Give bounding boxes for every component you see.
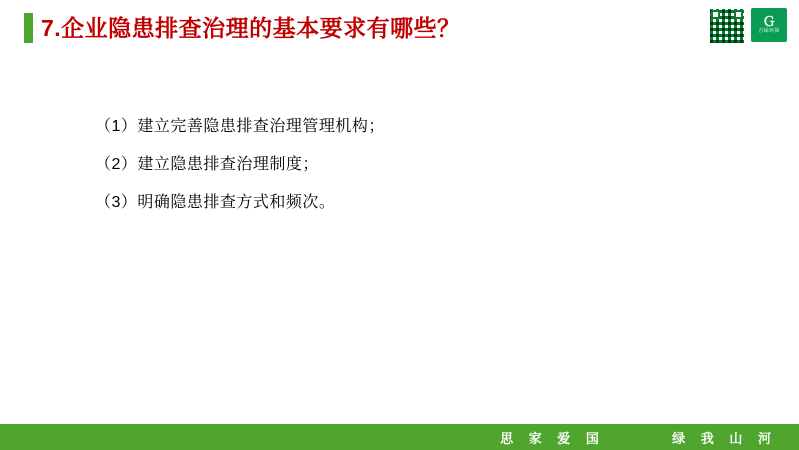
brand-mark-icon: Ｇ — [762, 13, 776, 29]
footer-slogan-left: 思 家 爱 国 — [500, 430, 605, 446]
page-title: 7.企业隐患排查治理的基本要求有哪些？ — [41, 14, 461, 41]
body-line: （2）建立隐患排查治理制度； — [95, 156, 319, 173]
brand-name-label: 吉绿环保 — [758, 27, 780, 34]
slide-body — [95, 108, 715, 222]
slide-title-row — [0, 8, 799, 48]
body-line: （3）明确隐患排查方式和频次。 — [95, 194, 336, 211]
body-line: （1）建立完善隐患排查治理管理机构； — [95, 118, 385, 135]
qr-code-icon[interactable] — [709, 8, 745, 44]
footer-slogan-right: 绿 我 山 河 — [672, 430, 777, 446]
logo-group — [709, 8, 787, 44]
slide-footer — [0, 424, 799, 450]
brand-logo — [751, 8, 787, 42]
footer-slogan — [500, 428, 777, 447]
title-accent-bar — [24, 13, 33, 43]
